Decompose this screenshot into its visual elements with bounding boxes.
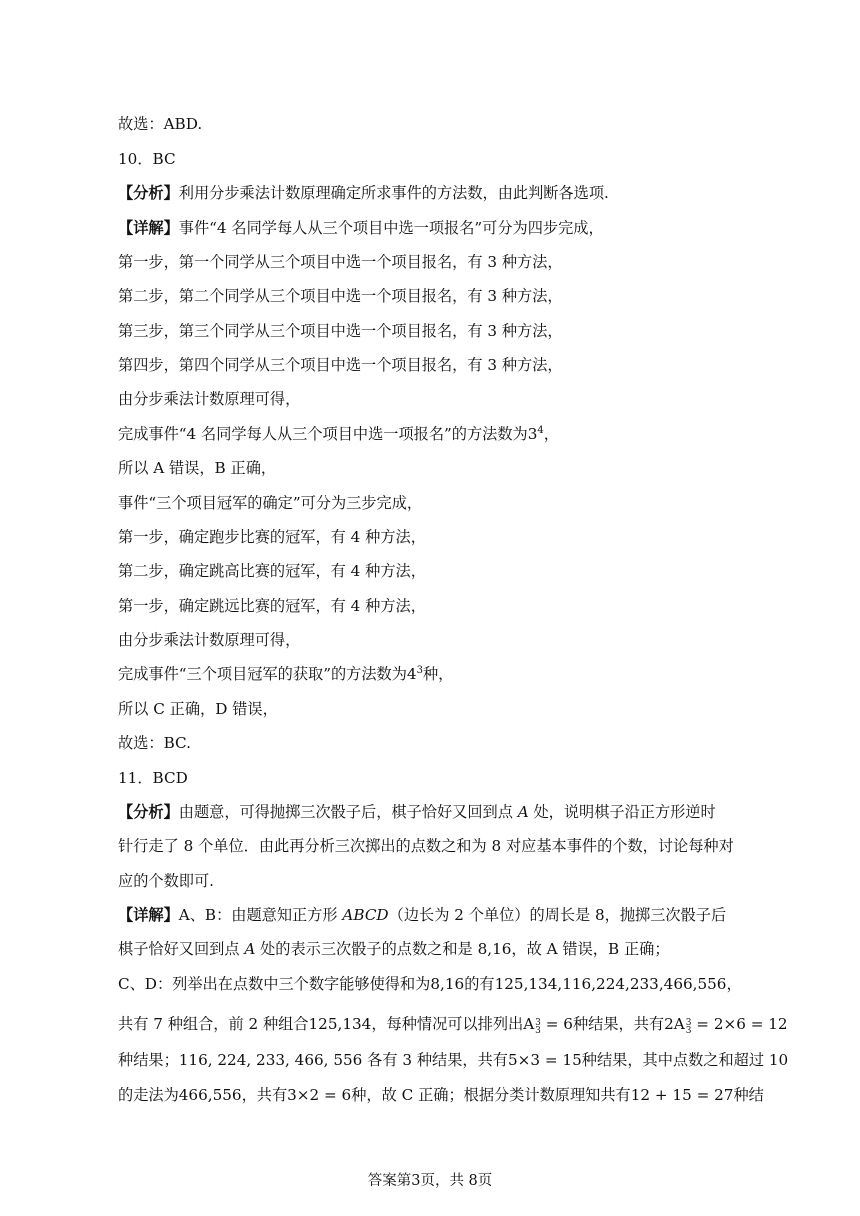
math-expression: 125,134,116,224,233,466,556 (494, 975, 727, 993)
text-line: 第四步，第四个同学从三个项目中选一个项目报名，有 3 种方法， (118, 356, 563, 374)
detail-tag: 【详解】 (118, 906, 179, 924)
text-line: 第二步，第二个同学从三个项目中选一个项目报名，有 3 种方法， (118, 287, 563, 305)
analysis-line (118, 802, 716, 822)
text-segment: 种结果； (118, 1051, 179, 1069)
math-exponent: 3 (416, 664, 423, 676)
text-segment: 共有 7 种组合，前 2 种组合 (118, 1015, 309, 1033)
text-line: 第三步，第三个同学从三个项目中选一个项目报名，有 3 种方法， (118, 322, 563, 340)
point-label: A (517, 803, 529, 821)
text-segment: 处的表示三次骰子的点数之和是 (255, 940, 478, 958)
analysis-tag: 【分析】 (118, 803, 179, 821)
math-expression: 12 + 15 = 27 (630, 1086, 734, 1104)
text-segment: 种结果，其中点数之和超过 10 (581, 1051, 789, 1069)
text-segment: 各有 3 种结果，共有 (362, 1051, 508, 1069)
index-upper: 3 (685, 1018, 692, 1028)
question-number-11: 11．BCD (118, 769, 188, 787)
text-segment: ，共有 (241, 1086, 288, 1104)
math-expression: = 2×6 = 12 (691, 1015, 788, 1033)
text-line (118, 974, 742, 994)
text-line: 针行走了 8 个单位．由此再分析三次掷出的点数之和为 8 对应基本事件的个数，讨论每种对 (118, 837, 734, 855)
text-line: 故选：BC. (118, 734, 191, 752)
point-label: A (244, 940, 256, 958)
math-expression: 125,134 (308, 1015, 372, 1033)
text-line: 第一步，确定跳远比赛的冠军，有 4 种方法， (118, 597, 426, 615)
text-segment: 完成事件“三个项目冠军的获取”的方法数为 (118, 665, 407, 683)
text-line (118, 1085, 764, 1105)
text-segment: A、B：由题意知正方形 (178, 906, 343, 924)
analysis-text: 利用分步乘法计数原理确定所求事件的方法数，由此判断各选项. (178, 184, 609, 202)
square-label: ABCD (342, 906, 389, 924)
text-line: 由分步乘法计数原理可得， (118, 390, 301, 408)
text-line: 第二步，确定跳高比赛的冠军，有 4 种方法， (118, 562, 426, 580)
math-base: 4 (406, 665, 417, 683)
text-segment: 的有 (464, 975, 495, 993)
text-segment: 处，说明棋子沿正方形逆时 (528, 803, 716, 821)
text-line (118, 1050, 788, 1070)
text-line: 由分步乘法计数原理可得， (118, 631, 301, 649)
text-line (118, 939, 670, 959)
text-line: 事件“三个项目冠军的确定”可分为三步完成， (118, 494, 423, 512)
text-line: 故选：ABD. (118, 115, 203, 133)
text-line: 所以 C 正确，D 错误， (118, 700, 278, 718)
analysis-tag: 【分析】 (118, 184, 179, 202)
detail-text: 事件“4 名同学每人从三个项目中选一项报名”可分为四步完成， (178, 219, 604, 237)
math-base: 3 (527, 425, 538, 443)
text-segment: 的走法为 (118, 1086, 179, 1104)
text-segment: 种， (422, 665, 454, 683)
text-segment: 种结 (733, 1086, 764, 1104)
analysis-line (118, 183, 609, 203)
text-segment: ，故 A 错误，B 正确； (511, 940, 670, 958)
text-line: 第一步，确定跑步比赛的冠军，有 4 种方法， (118, 528, 426, 546)
text-segment: 由题意，可得抛掷三次骰子后，棋子恰好又回到点 (178, 803, 518, 821)
detail-line (118, 218, 604, 238)
math-expression: 3×2 = 6 (287, 1086, 352, 1104)
math-exponent: 4 (537, 424, 544, 436)
arrangement-symbol: A (523, 1015, 535, 1033)
text-line (118, 1014, 788, 1035)
math-expression: = 6 (540, 1015, 573, 1033)
index-lower: 3 (685, 1026, 692, 1036)
text-segment: ， (543, 425, 559, 443)
arrangement-symbol: 2A (664, 1015, 685, 1033)
text-line: 所以 A 错误，B 正确， (118, 459, 277, 477)
text-segment: ， (726, 975, 742, 993)
index-upper: 3 (535, 1018, 541, 1028)
text-line: 应的个数即可. (118, 872, 214, 890)
math-expression: 116, 224, 233, 466, 556 (178, 1051, 363, 1069)
detail-line (118, 905, 726, 925)
text-segment: 完成事件“4 名同学每人从三个项目中选一项报名”的方法数为 (118, 425, 528, 443)
text-segment: C、D：列举出在点数中三个数字能够使得和为 (118, 975, 431, 993)
math-expression: 466,556 (178, 1086, 242, 1104)
text-line (118, 664, 453, 684)
question-number-10: 10．BC (118, 150, 176, 168)
text-segment: （边长为 2 个单位）的周长是 8，抛掷三次骰子后 (388, 906, 727, 924)
text-segment: 棋子恰好又回到点 (118, 940, 245, 958)
text-line (118, 424, 559, 444)
index-lower: 3 (535, 1026, 541, 1036)
text-segment: 种结果，共有 (572, 1015, 665, 1033)
math-expression: 8,16 (430, 975, 465, 993)
page-footer: 答案第3页，共 8页 (367, 1173, 493, 1189)
math-expression: 5×3 = 15 (507, 1051, 582, 1069)
text-line: 第一步，第一个同学从三个项目中选一个项目报名，有 3 种方法， (118, 253, 563, 271)
text-segment: ，每种情况可以排列出 (371, 1015, 524, 1033)
detail-tag: 【详解】 (118, 219, 179, 237)
text-segment: 种，故 C 正确；根据分类计数原理知共有 (351, 1086, 631, 1104)
math-expression: 8,16 (477, 940, 512, 958)
